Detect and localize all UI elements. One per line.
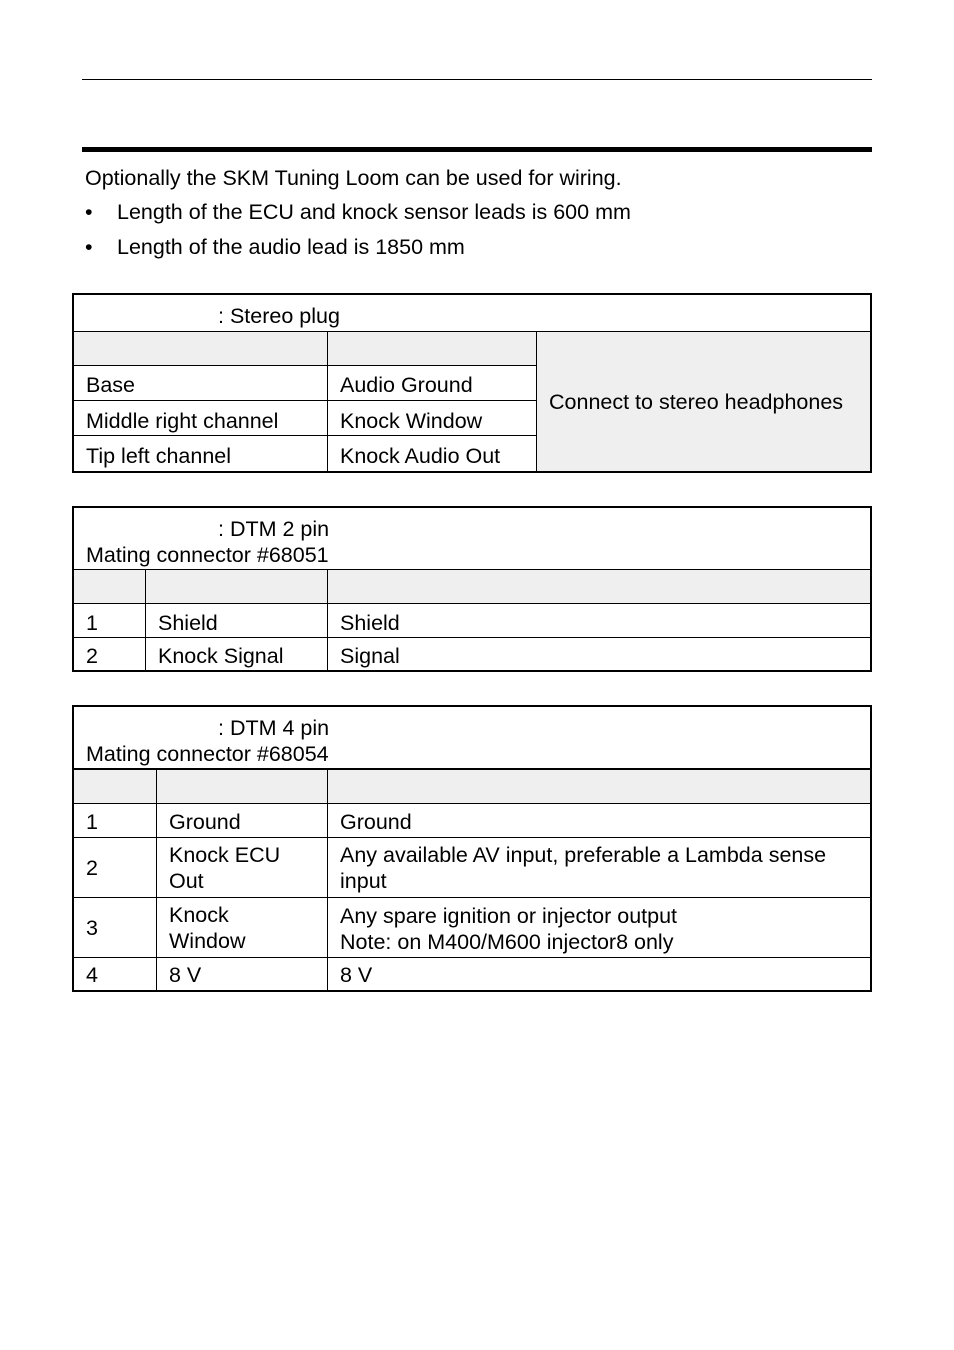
bullet-text: Length of the ECU and knock sensor leads is 600 mm [117,200,631,224]
table-header-cell [74,770,157,804]
bullet-text: Length of the audio lead is 1850 mm [117,235,465,259]
table-header-cell [74,570,146,604]
table-cell: Signal [340,644,400,668]
dtm-4-pin-table [72,705,872,992]
table-caption-row [74,707,870,770]
table-cell: Tip left channel [74,436,328,471]
bullet-icon: • [85,235,93,259]
table-cell: 3 [74,898,157,958]
dtm-2-pin-table [72,506,872,672]
table-caption: : DTM 2 pin [218,517,330,541]
table-caption-row [74,295,870,332]
table-cell: Audio Ground [328,366,537,401]
table-cell: Shield [328,604,870,638]
table-cell: Any available AV input, preferable a Lambda sense input [328,838,870,898]
table-cell: 8 V [157,958,328,990]
stereo-plug-table [72,293,872,473]
table-cell: 4 [74,958,157,990]
table-cell: 1 [74,804,157,838]
table-note-cell: Connect to stereo headphones [537,332,870,471]
table-cell: 1 [74,604,146,638]
table-cell: 2 [74,638,146,670]
table-header-cell [146,570,328,604]
section-rule [82,147,872,152]
table-cell: Knock Audio Out [328,436,537,471]
table-caption-row [74,508,870,570]
table-cell: Ground [328,804,870,838]
intro-text: Optionally the SKM Tuning Loom can be used for wiring. [85,166,622,190]
table-cell: Middle right channel [74,401,328,436]
table-caption: : DTM 4 pin [218,716,330,740]
table-cell: 8 V [340,963,373,987]
mating-connector: Mating connector #68051 [86,543,329,567]
table-header-cell [328,570,870,604]
table-caption: : Stereo plug [218,304,340,328]
cell-line: Any spare ignition or injector output [340,904,678,928]
bullet-icon: • [85,200,93,224]
table-cell: Knock Signal [146,638,328,670]
table-header-cell [328,332,537,366]
table-cell: Base [74,366,328,401]
table-header-cell [74,332,328,366]
table-cell [328,898,870,958]
table-cell: Shield [146,604,328,638]
cell-note: Note: on M400/M600 injector8 only [340,930,674,954]
mating-connector: Mating connector #68054 [86,742,329,766]
table-cell: 2 [74,838,157,898]
table-cell: Knock Window [157,898,328,958]
table-cell: Knock ECU Out [157,838,328,898]
table-cell: Knock Window [328,401,537,436]
table-header-cell [328,770,870,804]
table-cell: Ground [157,804,328,838]
top-rule [82,79,872,80]
table-header-cell [157,770,328,804]
